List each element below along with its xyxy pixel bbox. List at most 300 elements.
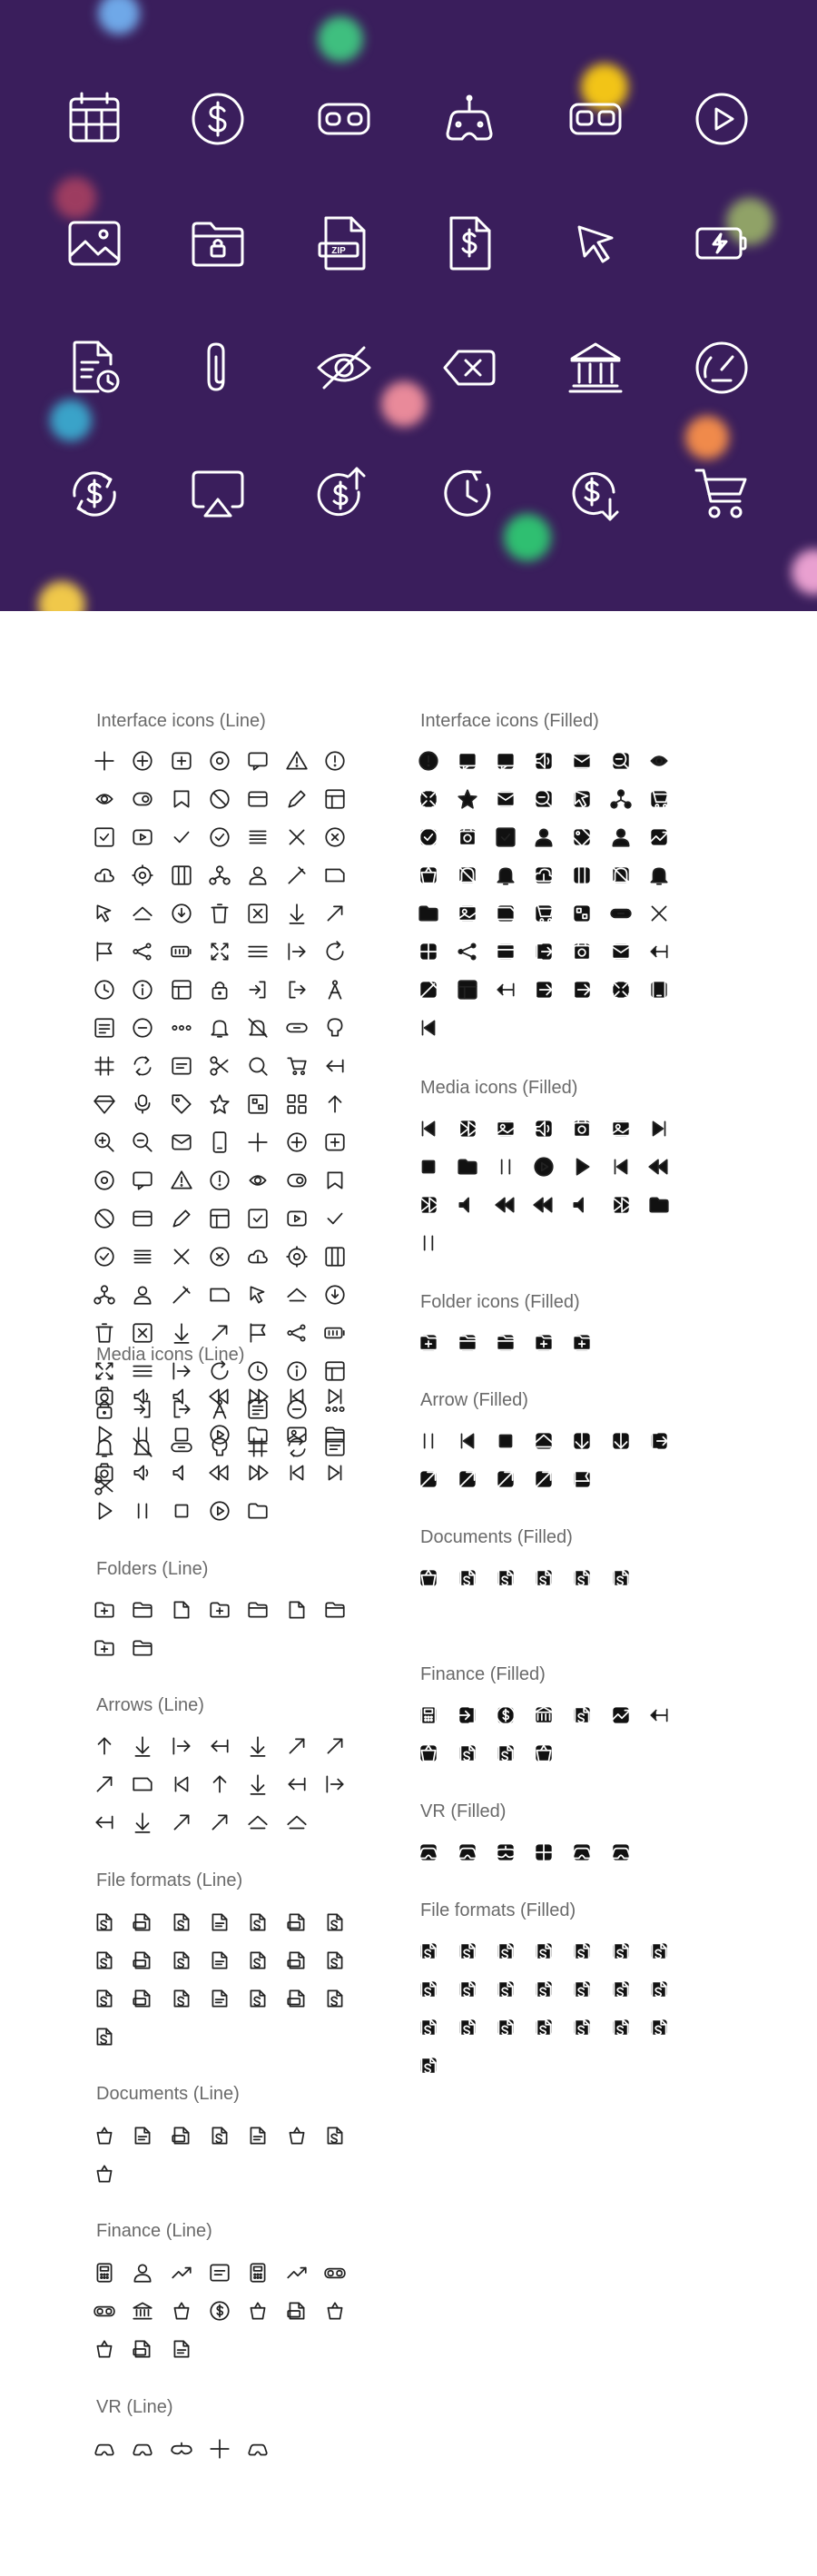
interface-line-icon bbox=[170, 749, 193, 773]
arrow-filled-icon bbox=[417, 1467, 440, 1491]
interface-line-icon bbox=[246, 825, 270, 849]
file-formats-line-icon bbox=[170, 1949, 193, 1972]
file-formats-line-icon bbox=[246, 1987, 270, 2010]
blur-blob bbox=[318, 16, 363, 62]
interface-line-icon bbox=[208, 1016, 231, 1040]
media-line-icon bbox=[93, 1499, 116, 1523]
interface-line-icon bbox=[285, 940, 309, 963]
media-line-icon bbox=[285, 1385, 309, 1408]
file-formats-line-icon bbox=[93, 1910, 116, 1934]
media-filled-icon bbox=[609, 1117, 633, 1140]
folders-line-icon bbox=[131, 1636, 154, 1660]
interface-filled-icon bbox=[570, 902, 594, 925]
folders-line-icon bbox=[93, 1598, 116, 1622]
blur-blob bbox=[54, 177, 96, 219]
interface-filled-icon bbox=[417, 864, 440, 887]
file-formats-filled-icon bbox=[609, 2016, 633, 2039]
file-formats-line-icon bbox=[285, 1910, 309, 1934]
file-formats-line-icon bbox=[323, 1987, 347, 2010]
interface-line-icon bbox=[93, 902, 116, 925]
interface-line-icon bbox=[131, 1245, 154, 1268]
interface-line-icon bbox=[323, 787, 347, 811]
interface-line-icon bbox=[285, 749, 309, 773]
interface-line-icon bbox=[285, 1359, 309, 1383]
media-line-icon bbox=[246, 1423, 270, 1446]
interface-filled-icon bbox=[647, 825, 671, 849]
finance-line-icon bbox=[323, 2299, 347, 2323]
media-line-icon bbox=[323, 1461, 347, 1485]
clock-refresh-icon bbox=[440, 465, 498, 523]
interface-line-icon bbox=[208, 1092, 231, 1116]
finance-line-icon bbox=[208, 2261, 231, 2285]
interface-filled-icon bbox=[494, 940, 517, 963]
media-filled-icon bbox=[532, 1193, 556, 1217]
file-formats-filled-icon bbox=[494, 1939, 517, 1963]
interface-line-icon bbox=[246, 1016, 270, 1040]
interface-line-icon bbox=[246, 1207, 270, 1230]
airplay-icon bbox=[189, 465, 247, 523]
interface-line-icon bbox=[208, 940, 231, 963]
arrow-filled-icon bbox=[456, 1467, 479, 1491]
interface-filled-icon bbox=[494, 978, 517, 1002]
interface-line-icon bbox=[208, 749, 231, 773]
interface-line-icon bbox=[131, 1169, 154, 1192]
finance-filled-icon bbox=[417, 1742, 440, 1765]
interface-filled-icon bbox=[609, 749, 633, 773]
cursor-icon bbox=[566, 214, 625, 272]
section-title: Media icons (Line) bbox=[96, 1345, 245, 1365]
vr-headset-icon bbox=[440, 90, 498, 148]
file-formats-filled-icon bbox=[532, 1939, 556, 1963]
interface-filled-icon bbox=[456, 940, 479, 963]
arrow-filled-icon bbox=[570, 1467, 594, 1491]
interface-filled-icon bbox=[532, 864, 556, 887]
file-formats-filled-icon bbox=[532, 2016, 556, 2039]
finance-filled-icon bbox=[494, 1742, 517, 1765]
zip-file-icon bbox=[315, 214, 373, 272]
interface-line-icon bbox=[246, 1359, 270, 1383]
finance-filled-icon bbox=[456, 1742, 479, 1765]
media-line-icon bbox=[93, 1385, 116, 1408]
documents-line-icon bbox=[170, 2124, 193, 2147]
interface-line-icon bbox=[323, 749, 347, 773]
interface-filled-icon bbox=[417, 787, 440, 811]
arrow-filled-icon bbox=[494, 1467, 517, 1491]
interface-line-icon bbox=[93, 825, 116, 849]
interface-line-icon bbox=[208, 1054, 231, 1078]
interface-filled-icon bbox=[609, 940, 633, 963]
folders-line-icon bbox=[246, 1598, 270, 1622]
interface-filled-icon bbox=[532, 978, 556, 1002]
finance-line-icon bbox=[170, 2261, 193, 2285]
finance-filled-icon bbox=[647, 1703, 671, 1727]
interface-line-icon bbox=[131, 825, 154, 849]
arrows-line-icon bbox=[131, 1772, 154, 1796]
file-formats-line-icon bbox=[285, 1949, 309, 1972]
arrows-line-icon bbox=[93, 1772, 116, 1796]
media-filled-icon bbox=[417, 1193, 440, 1217]
media-filled-icon bbox=[494, 1155, 517, 1179]
media-line-icon bbox=[208, 1423, 231, 1446]
interface-line-icon bbox=[131, 1130, 154, 1154]
image-icon bbox=[65, 214, 123, 272]
interface-line-icon bbox=[285, 1245, 309, 1268]
interface-line-icon bbox=[93, 978, 116, 1002]
media-line-icon bbox=[246, 1461, 270, 1485]
folder-filled-icon bbox=[417, 1331, 440, 1355]
media-line-icon bbox=[285, 1461, 309, 1485]
interface-line-icon bbox=[170, 902, 193, 925]
finance-line-icon bbox=[170, 2299, 193, 2323]
documents-filled-icon bbox=[456, 1566, 479, 1590]
file-formats-line-icon bbox=[323, 1949, 347, 1972]
finance-line-icon bbox=[93, 2261, 116, 2285]
interface-line-icon bbox=[131, 940, 154, 963]
media-filled-icon bbox=[417, 1155, 440, 1179]
media-line-icon bbox=[170, 1499, 193, 1523]
arrows-line-icon bbox=[131, 1734, 154, 1758]
documents-line-icon bbox=[246, 2124, 270, 2147]
file-formats-line-icon bbox=[246, 1949, 270, 1972]
interface-line-icon bbox=[131, 978, 154, 1002]
folder-lock-icon bbox=[189, 214, 247, 272]
interface-line-icon bbox=[208, 1207, 231, 1230]
interface-filled-icon bbox=[456, 749, 479, 773]
interface-line-icon bbox=[285, 1092, 309, 1116]
blur-blob bbox=[504, 514, 551, 561]
finance-line-icon bbox=[285, 2299, 309, 2323]
interface-line-icon bbox=[93, 1207, 116, 1230]
interface-line-icon bbox=[170, 1054, 193, 1078]
interface-filled-icon bbox=[570, 978, 594, 1002]
interface-line-icon bbox=[323, 1207, 347, 1230]
media-line-icon bbox=[323, 1385, 347, 1408]
blur-blob bbox=[381, 381, 427, 427]
arrows-line-icon bbox=[285, 1734, 309, 1758]
interface-line-icon bbox=[208, 902, 231, 925]
vr-filled-icon bbox=[532, 1841, 556, 1864]
interface-filled-icon bbox=[417, 825, 440, 849]
finance-line-icon bbox=[246, 2261, 270, 2285]
blur-blob bbox=[50, 400, 92, 441]
finance-line-icon bbox=[208, 2299, 231, 2323]
interface-filled-icon bbox=[532, 902, 556, 925]
dollar-down-icon bbox=[566, 465, 625, 523]
interface-line-icon bbox=[323, 825, 347, 849]
interface-line-icon bbox=[285, 1207, 309, 1230]
vr-filled-icon bbox=[456, 1841, 479, 1864]
documents-filled-icon bbox=[417, 1566, 440, 1590]
interface-filled-icon bbox=[456, 978, 479, 1002]
icon-sheet bbox=[0, 611, 817, 2576]
battery-charging-icon bbox=[693, 214, 751, 272]
interface-line-icon bbox=[131, 864, 154, 887]
interface-line-icon bbox=[208, 1169, 231, 1192]
media-filled-icon bbox=[570, 1117, 594, 1140]
vr-filled-icon bbox=[570, 1841, 594, 1864]
interface-line-icon bbox=[170, 1169, 193, 1192]
interface-line-icon bbox=[285, 1054, 309, 1078]
file-formats-filled-icon bbox=[570, 1978, 594, 2001]
interface-filled-icon bbox=[609, 825, 633, 849]
interface-filled-icon bbox=[494, 825, 517, 849]
section-title: File formats (Line) bbox=[96, 1870, 243, 1890]
finance-filled-icon bbox=[494, 1703, 517, 1727]
interface-line-icon bbox=[131, 1321, 154, 1345]
interface-line-icon bbox=[93, 1130, 116, 1154]
interface-filled-icon bbox=[494, 787, 517, 811]
file-formats-filled-icon bbox=[456, 1939, 479, 1963]
interface-line-icon bbox=[323, 1283, 347, 1307]
interface-line-icon bbox=[170, 1321, 193, 1345]
finance-line-icon bbox=[131, 2261, 154, 2285]
folder-filled-icon bbox=[532, 1331, 556, 1355]
interface-line-icon bbox=[323, 1321, 347, 1345]
documents-line-icon bbox=[323, 2124, 347, 2147]
interface-line-icon bbox=[93, 940, 116, 963]
file-formats-filled-icon bbox=[647, 2016, 671, 2039]
vr-line-icon bbox=[246, 2437, 270, 2461]
media-line-icon bbox=[93, 1461, 116, 1485]
folders-line-icon bbox=[93, 1636, 116, 1660]
interface-line-icon bbox=[285, 864, 309, 887]
media-line-icon bbox=[131, 1385, 154, 1408]
interface-filled-icon bbox=[609, 902, 633, 925]
media-filled-icon bbox=[532, 1155, 556, 1179]
interface-line-icon bbox=[93, 1359, 116, 1383]
media-filled-icon bbox=[494, 1117, 517, 1140]
interface-filled-icon bbox=[570, 825, 594, 849]
interface-line-icon bbox=[93, 1016, 116, 1040]
interface-line-icon bbox=[208, 825, 231, 849]
interface-line-icon bbox=[323, 902, 347, 925]
arrows-line-icon bbox=[170, 1734, 193, 1758]
interface-filled-icon bbox=[532, 749, 556, 773]
paperclip-icon bbox=[189, 339, 247, 397]
arrows-line-icon bbox=[208, 1811, 231, 1834]
file-clock-icon bbox=[65, 339, 123, 397]
interface-filled-icon bbox=[417, 902, 440, 925]
interface-line-icon bbox=[170, 787, 193, 811]
interface-line-icon bbox=[323, 1245, 347, 1268]
interface-line-icon bbox=[170, 1092, 193, 1116]
interface-line-icon bbox=[208, 1359, 231, 1383]
interface-line-icon bbox=[285, 825, 309, 849]
media-line-icon bbox=[131, 1423, 154, 1446]
interface-filled-icon bbox=[570, 864, 594, 887]
interface-line-icon bbox=[170, 1283, 193, 1307]
interface-line-icon bbox=[246, 1169, 270, 1192]
media-filled-icon bbox=[417, 1231, 440, 1255]
interface-filled-icon bbox=[532, 940, 556, 963]
arrows-line-icon bbox=[323, 1734, 347, 1758]
interface-filled-icon bbox=[456, 787, 479, 811]
zip-label: ZIP bbox=[331, 246, 346, 256]
interface-line-icon bbox=[246, 749, 270, 773]
interface-filled-icon bbox=[647, 902, 671, 925]
documents-line-icon bbox=[208, 2124, 231, 2147]
interface-line-icon bbox=[170, 1245, 193, 1268]
vr-filled-icon bbox=[417, 1841, 440, 1864]
interface-line-icon bbox=[131, 1054, 154, 1078]
hero-banner bbox=[0, 0, 817, 611]
finance-filled-icon bbox=[570, 1703, 594, 1727]
file-formats-line-icon bbox=[131, 1987, 154, 2010]
media-filled-icon bbox=[647, 1193, 671, 1217]
documents-line-icon bbox=[285, 2124, 309, 2147]
interface-filled-icon bbox=[570, 787, 594, 811]
finance-line-icon bbox=[170, 2337, 193, 2361]
file-formats-filled-icon bbox=[570, 1939, 594, 1963]
interface-line-icon bbox=[246, 1054, 270, 1078]
arrows-line-icon bbox=[246, 1772, 270, 1796]
media-line-icon bbox=[131, 1499, 154, 1523]
file-formats-filled-icon bbox=[417, 1939, 440, 1963]
arrows-line-icon bbox=[93, 1811, 116, 1834]
interface-filled-icon bbox=[417, 1016, 440, 1040]
interface-filled-icon bbox=[494, 749, 517, 773]
folders-line-icon bbox=[131, 1598, 154, 1622]
interface-line-icon bbox=[285, 1016, 309, 1040]
finance-line-icon bbox=[131, 2299, 154, 2323]
folders-line-icon bbox=[170, 1598, 193, 1622]
documents-filled-icon bbox=[609, 1566, 633, 1590]
arrows-line-icon bbox=[208, 1734, 231, 1758]
documents-line-icon bbox=[93, 2162, 116, 2186]
vr-line-icon bbox=[208, 2437, 231, 2461]
file-formats-line-icon bbox=[93, 2025, 116, 2048]
interface-line-icon bbox=[170, 978, 193, 1002]
backspace-icon bbox=[440, 339, 498, 397]
file-formats-line-icon bbox=[170, 1987, 193, 2010]
interface-line-icon bbox=[246, 787, 270, 811]
interface-line-icon bbox=[285, 1321, 309, 1345]
arrows-line-icon bbox=[246, 1734, 270, 1758]
interface-line-icon bbox=[208, 864, 231, 887]
vr-filled-icon bbox=[494, 1841, 517, 1864]
section-title: Arrow (Filled) bbox=[420, 1390, 528, 1410]
finance-line-icon bbox=[285, 2261, 309, 2285]
arrows-line-icon bbox=[93, 1734, 116, 1758]
documents-filled-icon bbox=[532, 1566, 556, 1590]
media-line-icon bbox=[93, 1423, 116, 1446]
file-formats-filled-icon bbox=[609, 1939, 633, 1963]
interface-line-icon bbox=[93, 864, 116, 887]
blur-blob bbox=[98, 0, 140, 35]
file-formats-line-icon bbox=[246, 1910, 270, 1934]
arrow-filled-icon bbox=[532, 1467, 556, 1491]
interface-filled-icon bbox=[417, 749, 440, 773]
shopping-cart-icon bbox=[693, 465, 751, 523]
calendar-icon bbox=[65, 90, 123, 148]
interface-line-icon bbox=[246, 1130, 270, 1154]
media-filled-icon bbox=[456, 1155, 479, 1179]
interface-line-icon bbox=[323, 1016, 347, 1040]
arrows-line-icon bbox=[285, 1811, 309, 1834]
bank-icon bbox=[566, 339, 625, 397]
finance-filled-icon bbox=[609, 1703, 633, 1727]
documents-line-icon bbox=[131, 2124, 154, 2147]
section-title: VR (Line) bbox=[96, 2397, 173, 2417]
interface-line-icon bbox=[323, 1092, 347, 1116]
interface-filled-icon bbox=[609, 787, 633, 811]
interface-line-icon bbox=[131, 749, 154, 773]
interface-line-icon bbox=[93, 1169, 116, 1192]
interface-filled-icon bbox=[609, 864, 633, 887]
file-formats-line-icon bbox=[170, 1910, 193, 1934]
section-title: Media icons (Filled) bbox=[420, 1078, 578, 1098]
interface-line-icon bbox=[323, 1359, 347, 1383]
arrows-line-icon bbox=[208, 1772, 231, 1796]
media-line-icon bbox=[208, 1461, 231, 1485]
interface-line-icon bbox=[323, 864, 347, 887]
media-line-icon bbox=[170, 1423, 193, 1446]
file-formats-filled-icon bbox=[456, 2016, 479, 2039]
finance-filled-icon bbox=[417, 1703, 440, 1727]
file-formats-filled-icon bbox=[494, 2016, 517, 2039]
interface-filled-icon bbox=[456, 825, 479, 849]
file-formats-filled-icon bbox=[456, 1978, 479, 2001]
dollar-circle-icon bbox=[189, 90, 247, 148]
arrow-filled-icon bbox=[417, 1429, 440, 1453]
interface-filled-icon bbox=[494, 864, 517, 887]
arrow-filled-icon bbox=[494, 1429, 517, 1453]
media-line-icon bbox=[131, 1461, 154, 1485]
interface-line-icon bbox=[93, 1283, 116, 1307]
interface-line-icon bbox=[246, 1283, 270, 1307]
vr-filled-icon bbox=[609, 1841, 633, 1864]
documents-filled-icon bbox=[494, 1566, 517, 1590]
interface-filled-icon bbox=[494, 902, 517, 925]
interface-line-icon bbox=[285, 902, 309, 925]
vr-line-icon bbox=[170, 2437, 193, 2461]
folders-line-icon bbox=[285, 1598, 309, 1622]
documents-filled-icon bbox=[570, 1566, 594, 1590]
file-formats-line-icon bbox=[208, 1949, 231, 1972]
interface-filled-icon bbox=[456, 902, 479, 925]
interface-line-icon bbox=[93, 1092, 116, 1116]
interface-filled-icon bbox=[647, 978, 671, 1002]
interface-line-icon bbox=[246, 902, 270, 925]
interface-filled-icon bbox=[570, 940, 594, 963]
interface-line-icon bbox=[208, 978, 231, 1002]
media-filled-icon bbox=[609, 1155, 633, 1179]
interface-filled-icon bbox=[456, 864, 479, 887]
interface-line-icon bbox=[208, 787, 231, 811]
media-line-icon bbox=[323, 1423, 347, 1446]
interface-filled-icon bbox=[647, 864, 671, 887]
arrow-filled-icon bbox=[570, 1429, 594, 1453]
interface-line-icon bbox=[208, 1321, 231, 1345]
interface-line-icon bbox=[131, 1092, 154, 1116]
arrows-line-icon bbox=[131, 1811, 154, 1834]
interface-line-icon bbox=[93, 787, 116, 811]
interface-line-icon bbox=[323, 978, 347, 1002]
vr-line-icon bbox=[131, 2437, 154, 2461]
play-circle-icon bbox=[693, 90, 751, 148]
interface-line-icon bbox=[246, 940, 270, 963]
finance-line-icon bbox=[323, 2261, 347, 2285]
section-title: Arrows (Line) bbox=[96, 1695, 204, 1715]
interface-filled-icon bbox=[532, 825, 556, 849]
file-formats-filled-icon bbox=[647, 1978, 671, 2001]
interface-line-icon bbox=[246, 1321, 270, 1345]
section-title: Folder icons (Filled) bbox=[420, 1292, 580, 1312]
interface-filled-icon bbox=[647, 749, 671, 773]
vr-line-icon bbox=[93, 2437, 116, 2461]
interface-line-icon bbox=[323, 1054, 347, 1078]
blur-blob bbox=[685, 416, 729, 459]
